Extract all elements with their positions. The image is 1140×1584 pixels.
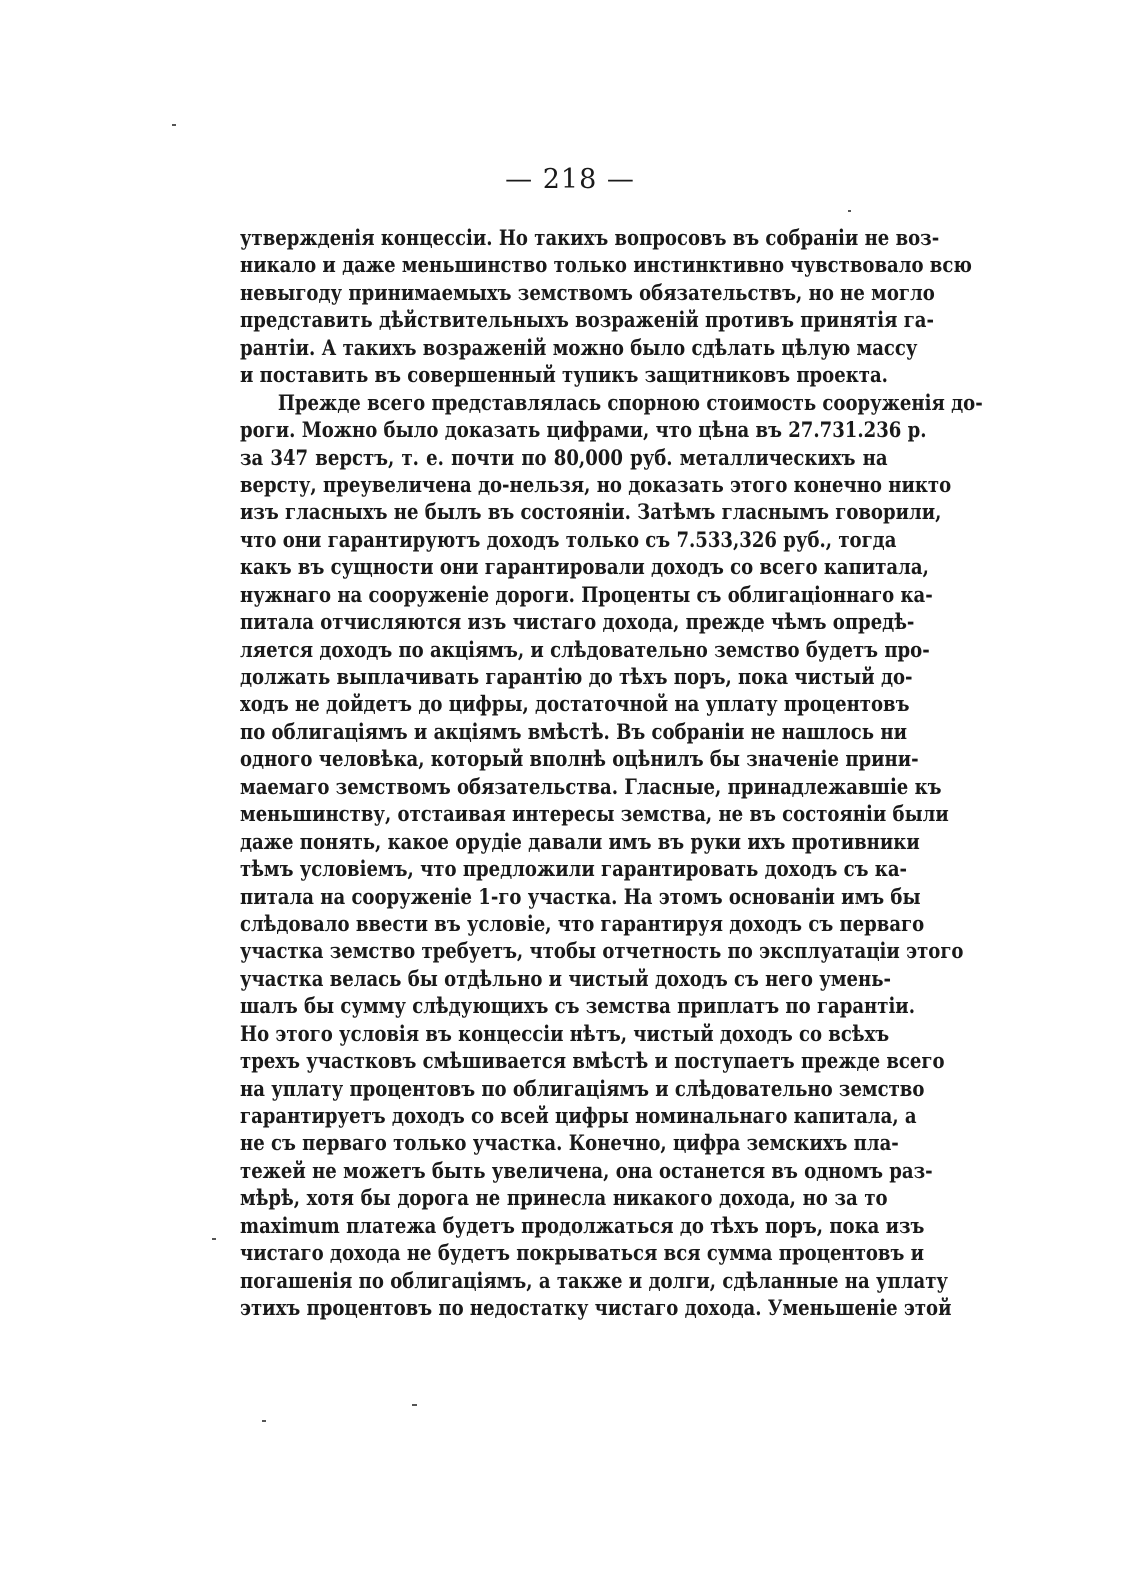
text-line: шалъ бы сумму слѣдующихъ съ земства приплатъ по гарантіи. — [240, 993, 915, 1019]
text-line: представить дѣйствительныхъ возраженій противъ принятія га- — [240, 307, 934, 333]
text-line: мѣрѣ, хотя бы дорога не принесла никакого дохода, но за то — [240, 1185, 888, 1211]
text-line: версту, преувеличена до-нельзя, но доказать этого конечно никто — [240, 471, 952, 497]
page-number: — 218 — — [505, 164, 635, 195]
text-line: рантіи. А такихъ возраженій можно было сдѣлать цѣлую массу — [240, 334, 918, 360]
text-line: трехъ участковъ смѣшивается вмѣстѣ и поступаетъ прежде всего — [240, 1048, 945, 1074]
text-line: на уплату процентовъ по облигаціямъ и слѣдовательно земство — [240, 1075, 925, 1101]
scan-speck — [848, 210, 851, 212]
text-line: maximum платежа будетъ продолжаться до тѣхъ поръ, пока изъ — [240, 1212, 925, 1238]
text-line: должать выплачивать гарантію до тѣхъ поръ, пока чистый до- — [240, 664, 913, 689]
text-line: по облигаціямъ и акціямъ вмѣстѣ. Въ собраніи не нашлось ни — [240, 718, 907, 744]
text-line: Прежде всего представлялась спорною стоимость сооруженія до- — [277, 389, 983, 415]
scan-speck — [212, 1238, 216, 1240]
text-line: гарантируетъ доходъ со всей цифры номинальнаго капитала, а — [240, 1103, 917, 1128]
text-line: питала отчисляются изъ чистаго дохода, прежде чѣмъ опредѣ- — [240, 609, 915, 635]
scan-speck — [412, 1404, 417, 1406]
scan-speck — [172, 124, 176, 126]
text-line: изъ гласныхъ не былъ въ состояніи. Затѣмъ гласнымъ говорили, — [240, 499, 942, 525]
text-line: участка велась бы отдѣльно и чистый доходъ съ него умень- — [240, 965, 891, 991]
text-line: какъ въ сущности они гарантировали доходъ со всего капитала, — [240, 554, 929, 580]
text-line: и поставить въ совершенный тупикъ защитниковъ проекта. — [240, 362, 888, 388]
text-line: чистаго дохода не будетъ покрываться вся сумма процентовъ и — [240, 1240, 925, 1266]
text-line: тежей не можетъ быть увеличена, она останется въ одномъ раз- — [240, 1157, 933, 1183]
text-line: питала на сооруженіе 1-го участка. На этомъ основаніи имъ бы — [240, 883, 921, 909]
text-line: одного человѣка, который вполнѣ оцѣнилъ бы значеніе прини- — [240, 746, 919, 772]
text-line: что они гарантируютъ доходъ только съ 7.533,326 руб., тогда — [240, 526, 897, 552]
text-line: никало и даже меньшинство только инстинктивно чувствовало всю — [240, 252, 972, 278]
text-line: даже понять, какое орудіе давали имъ въ руки ихъ противники — [240, 828, 920, 854]
text-line: ходъ не дойдетъ до цифры, достаточной на уплату процентовъ — [240, 691, 910, 717]
text-line: утвержденія концессіи. Но такихъ вопросовъ въ собраніи не воз- — [240, 225, 940, 250]
text-line: этихъ процентовъ по недостатку чистаго дохода. Уменьшеніе этой — [240, 1295, 952, 1321]
text-line: слѣдовало ввести въ условіе, что гарантируя доходъ съ перваго — [240, 910, 925, 936]
text-line: погашенія по облигаціямъ, а также и долги, сдѣланные на уплату — [240, 1267, 948, 1293]
scan-speck — [262, 1420, 266, 1422]
text-line: за 347 верстъ, т. е. почти по 80,000 руб. металлическихъ на — [240, 444, 888, 470]
text-line: Но этого условія въ концессіи нѣтъ, чистый доходъ со всѣхъ — [240, 1020, 890, 1046]
text-line: меньшинству, отстаивая интересы земства, не въ состояніи были — [240, 801, 949, 827]
text-line: роги. Можно было доказать цифрами, что цѣна въ 27.731.236 р. — [240, 417, 927, 443]
text-line: участка земство требуетъ, чтобы отчетность по эксплуатаціи этого — [240, 938, 964, 964]
text-line: нужнаго на сооруженіе дороги. Проценты съ облигаціоннаго ка- — [240, 581, 933, 607]
body-text — [240, 224, 983, 1322]
text-line: ляется доходъ по акціямъ, и слѣдовательно земство будетъ про- — [240, 636, 930, 662]
text-line: тѣмъ условіемъ, что предложили гарантировать доходъ съ ка- — [240, 856, 908, 882]
text-line: не съ перваго только участка. Конечно, цифра земскихъ пла- — [240, 1130, 899, 1156]
text-line: невыгоду принимаемыхъ земствомъ обязательствъ, но не могло — [240, 279, 935, 305]
text-line: маемаго земствомъ обязательства. Гласные, принадлежавшіе къ — [240, 773, 942, 799]
